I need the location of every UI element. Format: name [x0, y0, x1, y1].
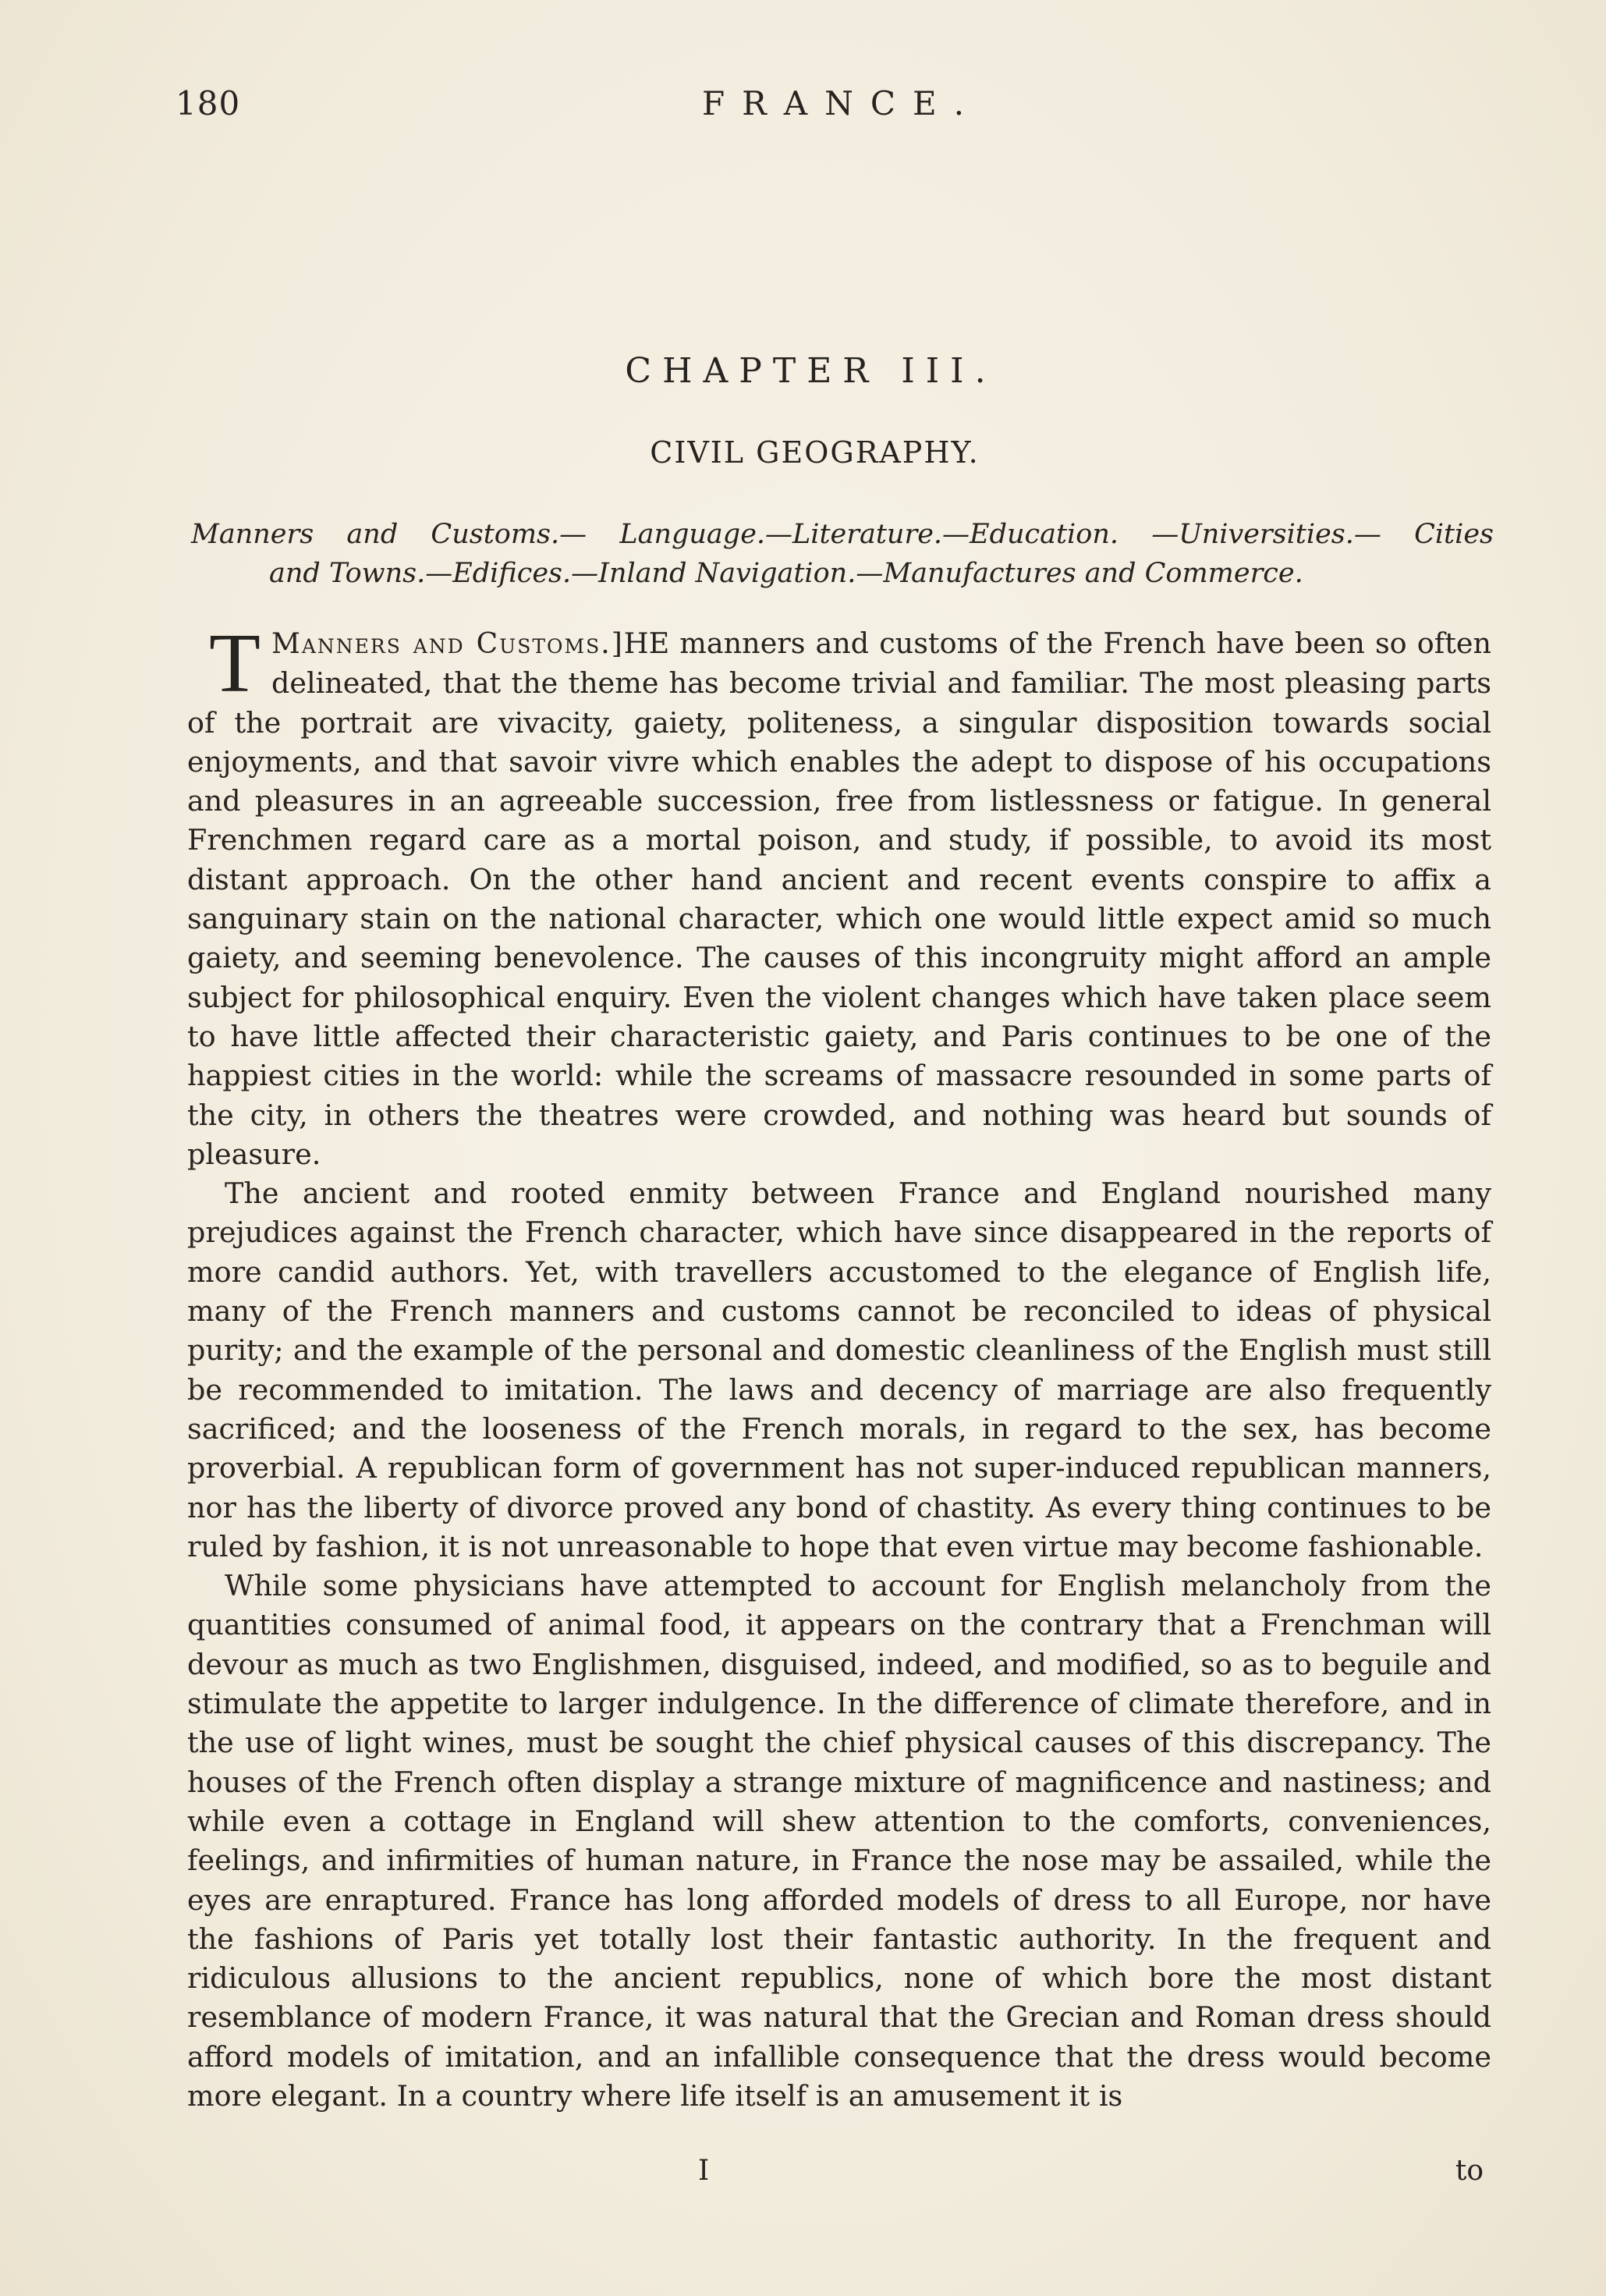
signature-mark: I	[698, 2155, 710, 2187]
running-head: FRANCE.	[702, 84, 981, 122]
paragraph-2: The ancient and rooted enmity between France and England nourished many prejudices against the French character, which have since disappeared in the reports of more candid authors. Yet, with travellers accustomed to the elegance of English life, many of the French manners and customs cannot be reconciled to ideas of physical purity; and the example of the personal and domestic cleanliness of the English must still be recommended to imitation. The laws and decency of marriage are also frequently sacrificed; and the looseness of the French morals, in regard to the sex, has become proverbial. A republican form of government has not super-induced republican manners, nor has the liberty of divorce proved any bond of chastity. As every thing continues to be ruled by fashion, it is not unreasonable to hope that even virtue may become fashionable.	[187, 1176, 1491, 1563]
drop-cap: T	[209, 617, 261, 710]
opening-paragraph	[187, 617, 1491, 1174]
chapter-summary	[191, 515, 1494, 593]
body-text	[187, 617, 1491, 2116]
paragraph-3: While some physicians have attempted to account for English melancholy from the quantities consumed of animal food, it appears on the contrary that a Frenchman will devour as much as two Englishmen, disguised, indeed, and modified, so as to beguile and stimulate the appetite to larger indulgence. In the difference of climate therefore, and in the use of light wines, must be sought the chief physical causes of this discrepancy. The houses of the French often display a strange mixture of magnificence and nastiness; and while even a cottage in England will shew attention to the comforts, conveniences, feelings, and infirmities of human nature, in France the nose may be assailed, while the eyes are enraptured. France has long afforded models of dress to all Europe, nor have the fashions of Paris yet totally lost their fantastic authority. In the frequent and ridiculous allusions to the ancient republics, none of which bore the most distant resemblance of modern France, it was natural that the Grecian and Roman dress should afford models of imitation, and an infallible consequence that the dress would become more elegant. In a country where life itself is an amusement it is	[187, 1569, 1491, 2113]
chapter-title: CHAPTER III.	[625, 351, 997, 391]
catchword: to	[1455, 2155, 1484, 2187]
marginal-heading: Manners and Customs.]	[271, 628, 624, 660]
opening-text: HE manners and customs of the French have been so often delineated, that the theme has become trivial and familiar. The most pleasing parts of the portrait are vivacity, gaiety, politeness, a singular disposition towards social enjoyments, and that savoir vivre which enables the adept to dispose of his occupations and pleasures in an agreeable succession, free from listlessness or fatigue. In general Frenchmen regard care as a mortal poison, and study, if possible, to avoid its most distant approach. On the other hand ancient and recent events conspire to affix a sanguinary stain on the national character, which one would little expect amid so much gaiety, and seeming benevolence. The causes of this incongruity might afford an ample subject for philosophical enquiry. Even the violent changes which have taken place seem to have little affected their characteristic gaiety, and Paris continues to be one of the happiest cities in the world: while the screams of massacre resounded in some parts of the city, in others the theatres were crowded, and nothing was heard but sounds of pleasure.	[187, 626, 1491, 1171]
page-header	[175, 84, 1501, 131]
summary-line-2: and Towns.—Edifices.—Inland Navigation.—Manufactures and Commerce.	[269, 558, 1303, 589]
section-title: CIVIL GEOGRAPHY.	[650, 435, 980, 470]
page-footer	[187, 2155, 1491, 2194]
summary-line-1: Manners and Customs.— Language.—Literature.—Education. —Universities.— Cities	[191, 519, 1494, 550]
page-number: 180	[175, 84, 241, 122]
